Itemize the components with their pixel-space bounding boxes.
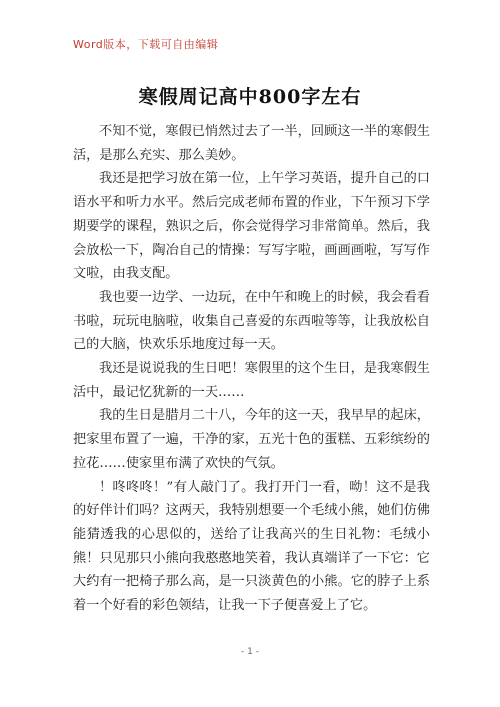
paragraph: 我的生日是腊月二十八，今年的这一天，我早早的起床，把家里布置了一遍，干净的家，五光十色的蛋糕、五彩缤纷的拉花……使家里布满了欢快的气氛。 <box>73 408 430 471</box>
paragraph: 我也要一边学、一边玩，在中午和晚上的时候，我会看看书啦，玩玩电脑啦，收集自己喜爱的东西啦等等，让我放松自己的大脑，快欢乐乐地度过每一天。 <box>73 289 430 353</box>
paragraph: ！咚咚咚！”有人敲门了。我打开门一看，呦！这不是我的好伴计们吗？这两天，我特别想要一个毛绒小熊，她们仿佛能猜透我的心思似的，送给了让我高兴的生日礼物：毛绒小熊！只见那只小熊向我憨憨地笑着，我认真端详了一下它：它大约有一把椅子那么高，是一只淡黄色的小熊。它的脖子上系着一个好看的彩色领结，让我一下子便喜爱上了它。 <box>73 479 430 614</box>
paragraph: 我还是说说我的生日吧！寒假里的这个生日，是我寒假生活中，最记忆犹新的一天…… <box>73 361 430 400</box>
paragraph: 我还是把学习放在第一位，上午学习英语，提升自己的口语水平和听力水平。然后完成老师布置的作业，下午预习下学期要学的课程，熟识之后，你会觉得学习非常简单。然后，我会放松一下，陶冶自己的情操：写写字啦，画画画啦，写写作文啦，由我支配。 <box>73 171 430 282</box>
document-title: 寒假周记高中800字左右 <box>138 86 362 108</box>
document-body <box>73 120 430 618</box>
header-note: Word版本，下载可自由编辑 <box>73 38 219 51</box>
page-number: - 1 - <box>241 647 259 657</box>
paragraph: 不知不觉，寒假已悄然过去了一半，回顾这一半的寒假生活，是那么充实、那么美妙。 <box>73 124 430 163</box>
